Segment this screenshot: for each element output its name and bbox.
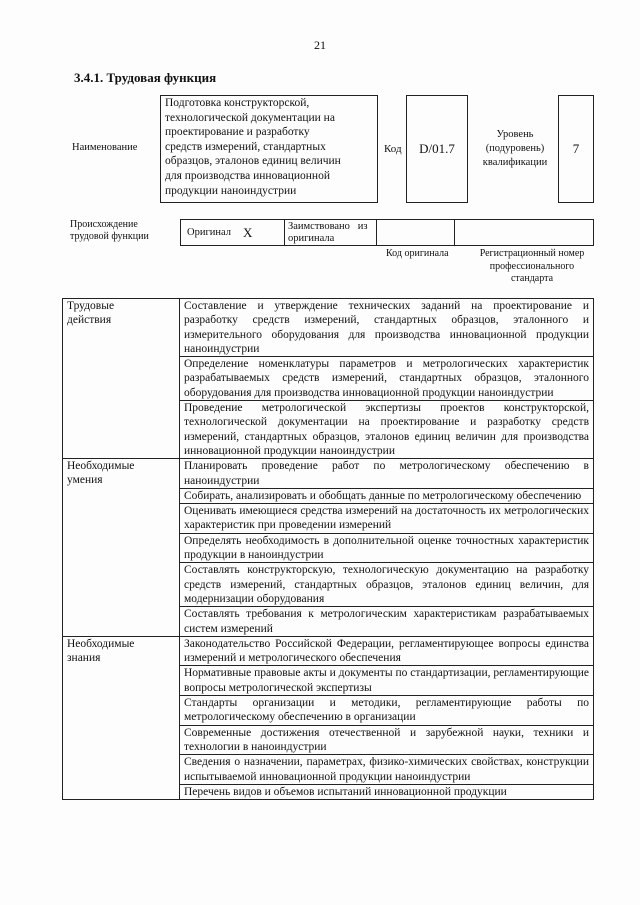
uroven-value: 7 — [558, 95, 594, 203]
function-name-line: Подготовка конструкторской, — [165, 97, 310, 109]
table-row — [63, 299, 594, 357]
table-row — [63, 636, 594, 666]
naimenovanie-label: Наименование — [72, 142, 138, 153]
uroven-label-line: Уровень — [496, 129, 534, 140]
knowledge-item: Нормативные правовые акты и документы по стандартизации, регламентирующие вопросы метрологической экспертизы — [180, 666, 594, 696]
function-name-line: технологической документации на — [165, 111, 335, 124]
kod-value: D/01.7 — [406, 95, 468, 203]
category-cell — [63, 636, 180, 799]
category-cell — [63, 299, 180, 459]
uroven-label-line: квалификации — [482, 157, 548, 168]
reg-nomer-line: профессионального — [489, 260, 575, 272]
knowledge-item: Законодательство Российской Федерации, регламентирующее вопросы единства измерений и метрологического обеспечения — [180, 636, 594, 666]
page-number: 21 — [314, 38, 326, 52]
category-cell — [63, 459, 180, 637]
proiskhozhdenie-line: Происхождение — [70, 219, 138, 230]
skill-item: Оценивать имеющиеся средства измерений на достаточность их метрологических характеристик при проведении измерений — [180, 504, 594, 534]
reg-nomer-line: стандарта — [510, 273, 554, 284]
category-label-line: знания — [67, 651, 101, 664]
knowledge-item: Сведения о назначении, параметрах, физико-химических свойствах, конструкции испытываемой инновационной продукции наноиндустрии — [180, 755, 594, 785]
category-label-line: Необходимые — [67, 460, 135, 473]
reg-nomer-cell — [455, 220, 593, 245]
proiskhozhdenie-label — [70, 219, 149, 243]
proiskhozhdenie-line: трудовой функции — [70, 231, 149, 242]
section-heading: 3.4.1. Трудовая функция — [74, 70, 217, 85]
knowledge-item: Современные достижения отечественной и зарубежной науки, техники и технологии в наноиндустрии — [180, 725, 594, 755]
borrowed-line: Заимствовано из — [288, 221, 368, 232]
kod-originala-cell — [377, 220, 455, 245]
uroven-label — [474, 128, 556, 170]
origin-row — [180, 219, 594, 246]
reg-nomer-line: Регистрационный номер — [479, 248, 585, 259]
skill-item: Собирать, анализировать и обобщать данные по метрологическому обеспечению — [180, 488, 594, 503]
uroven-label-line: (подуровень) — [485, 143, 545, 154]
knowledge-item: Перечень видов и объемов испытаний инновационной продукции — [180, 784, 594, 799]
action-item: Определение номенклатуры параметров и метрологических характеристик разрабатываемых средств измерений, стандартных образцов, эталонного оборудования для производства инновационной продукции наноиндустрии — [180, 357, 594, 401]
function-name-line: для производства инновационной — [165, 169, 330, 182]
skill-item: Определять необходимость в дополнительной оценке точностных характеристик продукции в наноиндустрии — [180, 533, 594, 563]
skill-item: Планировать проведение работ по метрологическому обеспечению в наноиндустрии — [180, 459, 594, 489]
kod-label: Код — [384, 143, 402, 155]
original-mark: X — [243, 224, 253, 240]
function-table — [62, 298, 594, 800]
reg-nomer-caption — [470, 248, 594, 286]
borrowed-line: оригинала — [288, 233, 335, 244]
skill-item: Составлять конструкторскую, технологическую документацию на разработку средств измерений, стандартных образцов, эталонов единиц величин, для модернизации оборудования — [180, 563, 594, 607]
category-label-line: Необходимые — [67, 637, 135, 650]
original-cell — [181, 220, 285, 245]
function-name-line: продукции наноиндустрии — [165, 184, 297, 197]
action-item: Проведение метрологической экспертизы проектов конструкторской, технологической документации на проектирование и разработку средств измерений, стандартных образцов, эталонов единиц величин для производства инновационной продукции наноиндустрии — [180, 401, 594, 459]
category-label-line: действия — [67, 314, 112, 326]
table-row — [63, 459, 594, 489]
function-name-line: образцов, эталонов единиц величин — [165, 155, 341, 168]
category-label-line: Трудовые — [67, 300, 115, 312]
skill-item: Составлять требования к метрологическим характеристикам разрабатываемых систем измерений — [180, 607, 594, 637]
function-name-line: проектирование и разработку — [165, 126, 310, 139]
borrowed-cell — [285, 220, 377, 245]
knowledge-item: Стандарты организации и методики, регламентирующие работы по метрологическому обеспечению в организации — [180, 696, 594, 726]
kod-originala-caption: Код оригинала — [386, 248, 449, 259]
function-name-line: средств измерений, стандартных — [165, 140, 326, 153]
original-label: Оригинал — [187, 227, 231, 238]
category-label-line: умения — [67, 474, 103, 487]
function-name-box — [160, 95, 378, 203]
action-item: Составление и утверждение технических заданий на проектирование и разработку средств измерений, стандартных образцов, эталонного и измерительного оборудования для производства инновационной продукции наноиндустрии — [180, 299, 594, 357]
